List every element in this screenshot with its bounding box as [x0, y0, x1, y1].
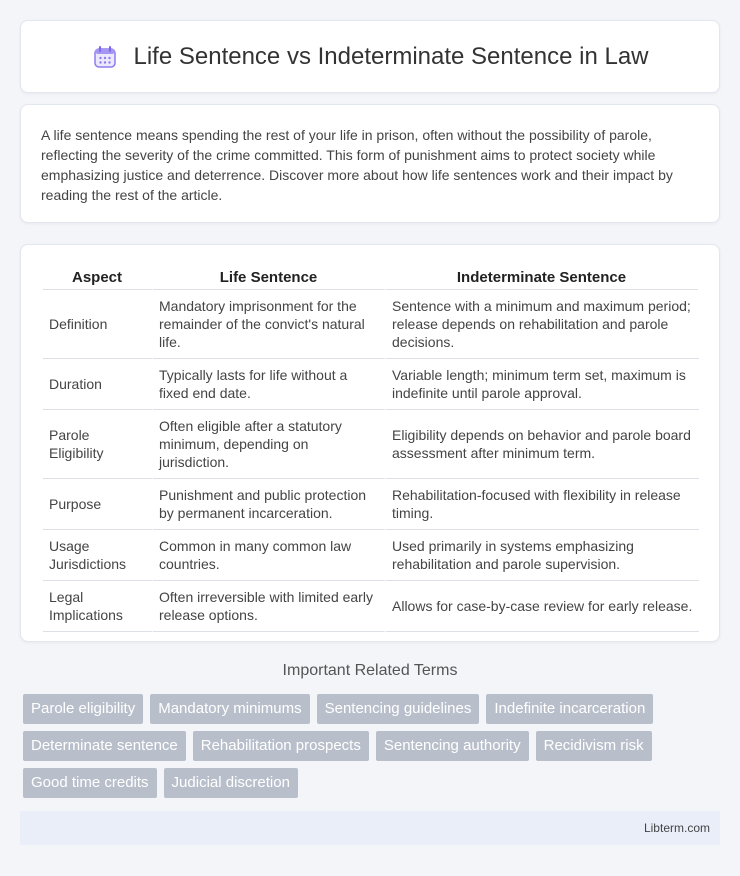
cell-life: Often irreversible with limited early release options. [153, 581, 386, 632]
header-card [20, 20, 720, 93]
comparison-table [43, 263, 699, 632]
comparison-table-card [20, 244, 720, 642]
cell-indeterminate: Eligibility depends on behavior and parole board assessment after minimum term. [386, 410, 699, 479]
cell-aspect: Duration [43, 359, 153, 410]
cell-indeterminate: Used primarily in systems emphasizing rehabilitation and parole supervision. [386, 530, 699, 581]
cell-aspect: Usage Jurisdictions [43, 530, 153, 581]
cell-aspect: Parole Eligibility [43, 410, 153, 479]
cell-indeterminate: Allows for case-by-case review for early release. [386, 581, 699, 632]
related-term-tag[interactable]: Sentencing guidelines [317, 694, 480, 724]
cell-aspect: Legal Implications [43, 581, 153, 632]
intro-text: A life sentence means spending the rest of your life in prison, often without the possibility of parole, reflecting the severity of the crime committed. This form of punishment aims to protect society while emphasizing justice and deterrence. Discover more about how life sentences work and their impact by reading the rest of the article. [41, 127, 673, 203]
related-term-tag[interactable]: Parole eligibility [23, 694, 143, 724]
table-row [43, 359, 699, 410]
related-term-tag[interactable]: Sentencing authority [376, 731, 529, 761]
calendar-icon [92, 44, 118, 70]
table-row [43, 290, 699, 359]
page-title: Life Sentence vs Indeterminate Sentence in Law [133, 42, 649, 70]
cell-life: Typically lasts for life without a fixed end date. [153, 359, 386, 410]
related-terms-title: Important Related Terms [282, 662, 458, 679]
header-indeterminate-sentence: Indeterminate Sentence [386, 263, 699, 290]
related-term-tag[interactable]: Judicial discretion [164, 768, 298, 798]
related-term-tag[interactable]: Determinate sentence [23, 731, 186, 761]
related-term-tag[interactable]: Rehabilitation prospects [193, 731, 369, 761]
cell-aspect: Definition [43, 290, 153, 359]
intro-card [20, 104, 720, 223]
cell-life: Mandatory imprisonment for the remainder of the convict's natural life. [153, 290, 386, 359]
related-terms-list [23, 694, 713, 798]
table-row [43, 479, 699, 530]
footer-site-link[interactable]: Libterm.com [643, 821, 710, 835]
header-life-sentence: Life Sentence [153, 263, 386, 290]
related-term-tag[interactable]: Good time credits [23, 768, 157, 798]
table-header-row [43, 263, 699, 290]
related-term-tag[interactable]: Recidivism risk [536, 731, 652, 761]
cell-life: Often eligible after a statutory minimum, depending on jurisdiction. [153, 410, 386, 479]
table-row [43, 581, 699, 632]
cell-indeterminate: Rehabilitation-focused with flexibility in release timing. [386, 479, 699, 530]
cell-indeterminate: Sentence with a minimum and maximum period; release depends on rehabilitation and parole decisions. [386, 290, 699, 359]
table-row [43, 410, 699, 479]
table-row [43, 530, 699, 581]
footer [20, 811, 720, 845]
cell-indeterminate: Variable length; minimum term set, maximum is indefinite until parole approval. [386, 359, 699, 410]
related-term-tag[interactable]: Indefinite incarceration [486, 694, 653, 724]
header-aspect: Aspect [43, 263, 153, 290]
cell-aspect: Purpose [43, 479, 153, 530]
cell-life: Common in many common law countries. [153, 530, 386, 581]
cell-life: Punishment and public protection by permanent incarceration. [153, 479, 386, 530]
related-term-tag[interactable]: Mandatory minimums [150, 694, 309, 724]
